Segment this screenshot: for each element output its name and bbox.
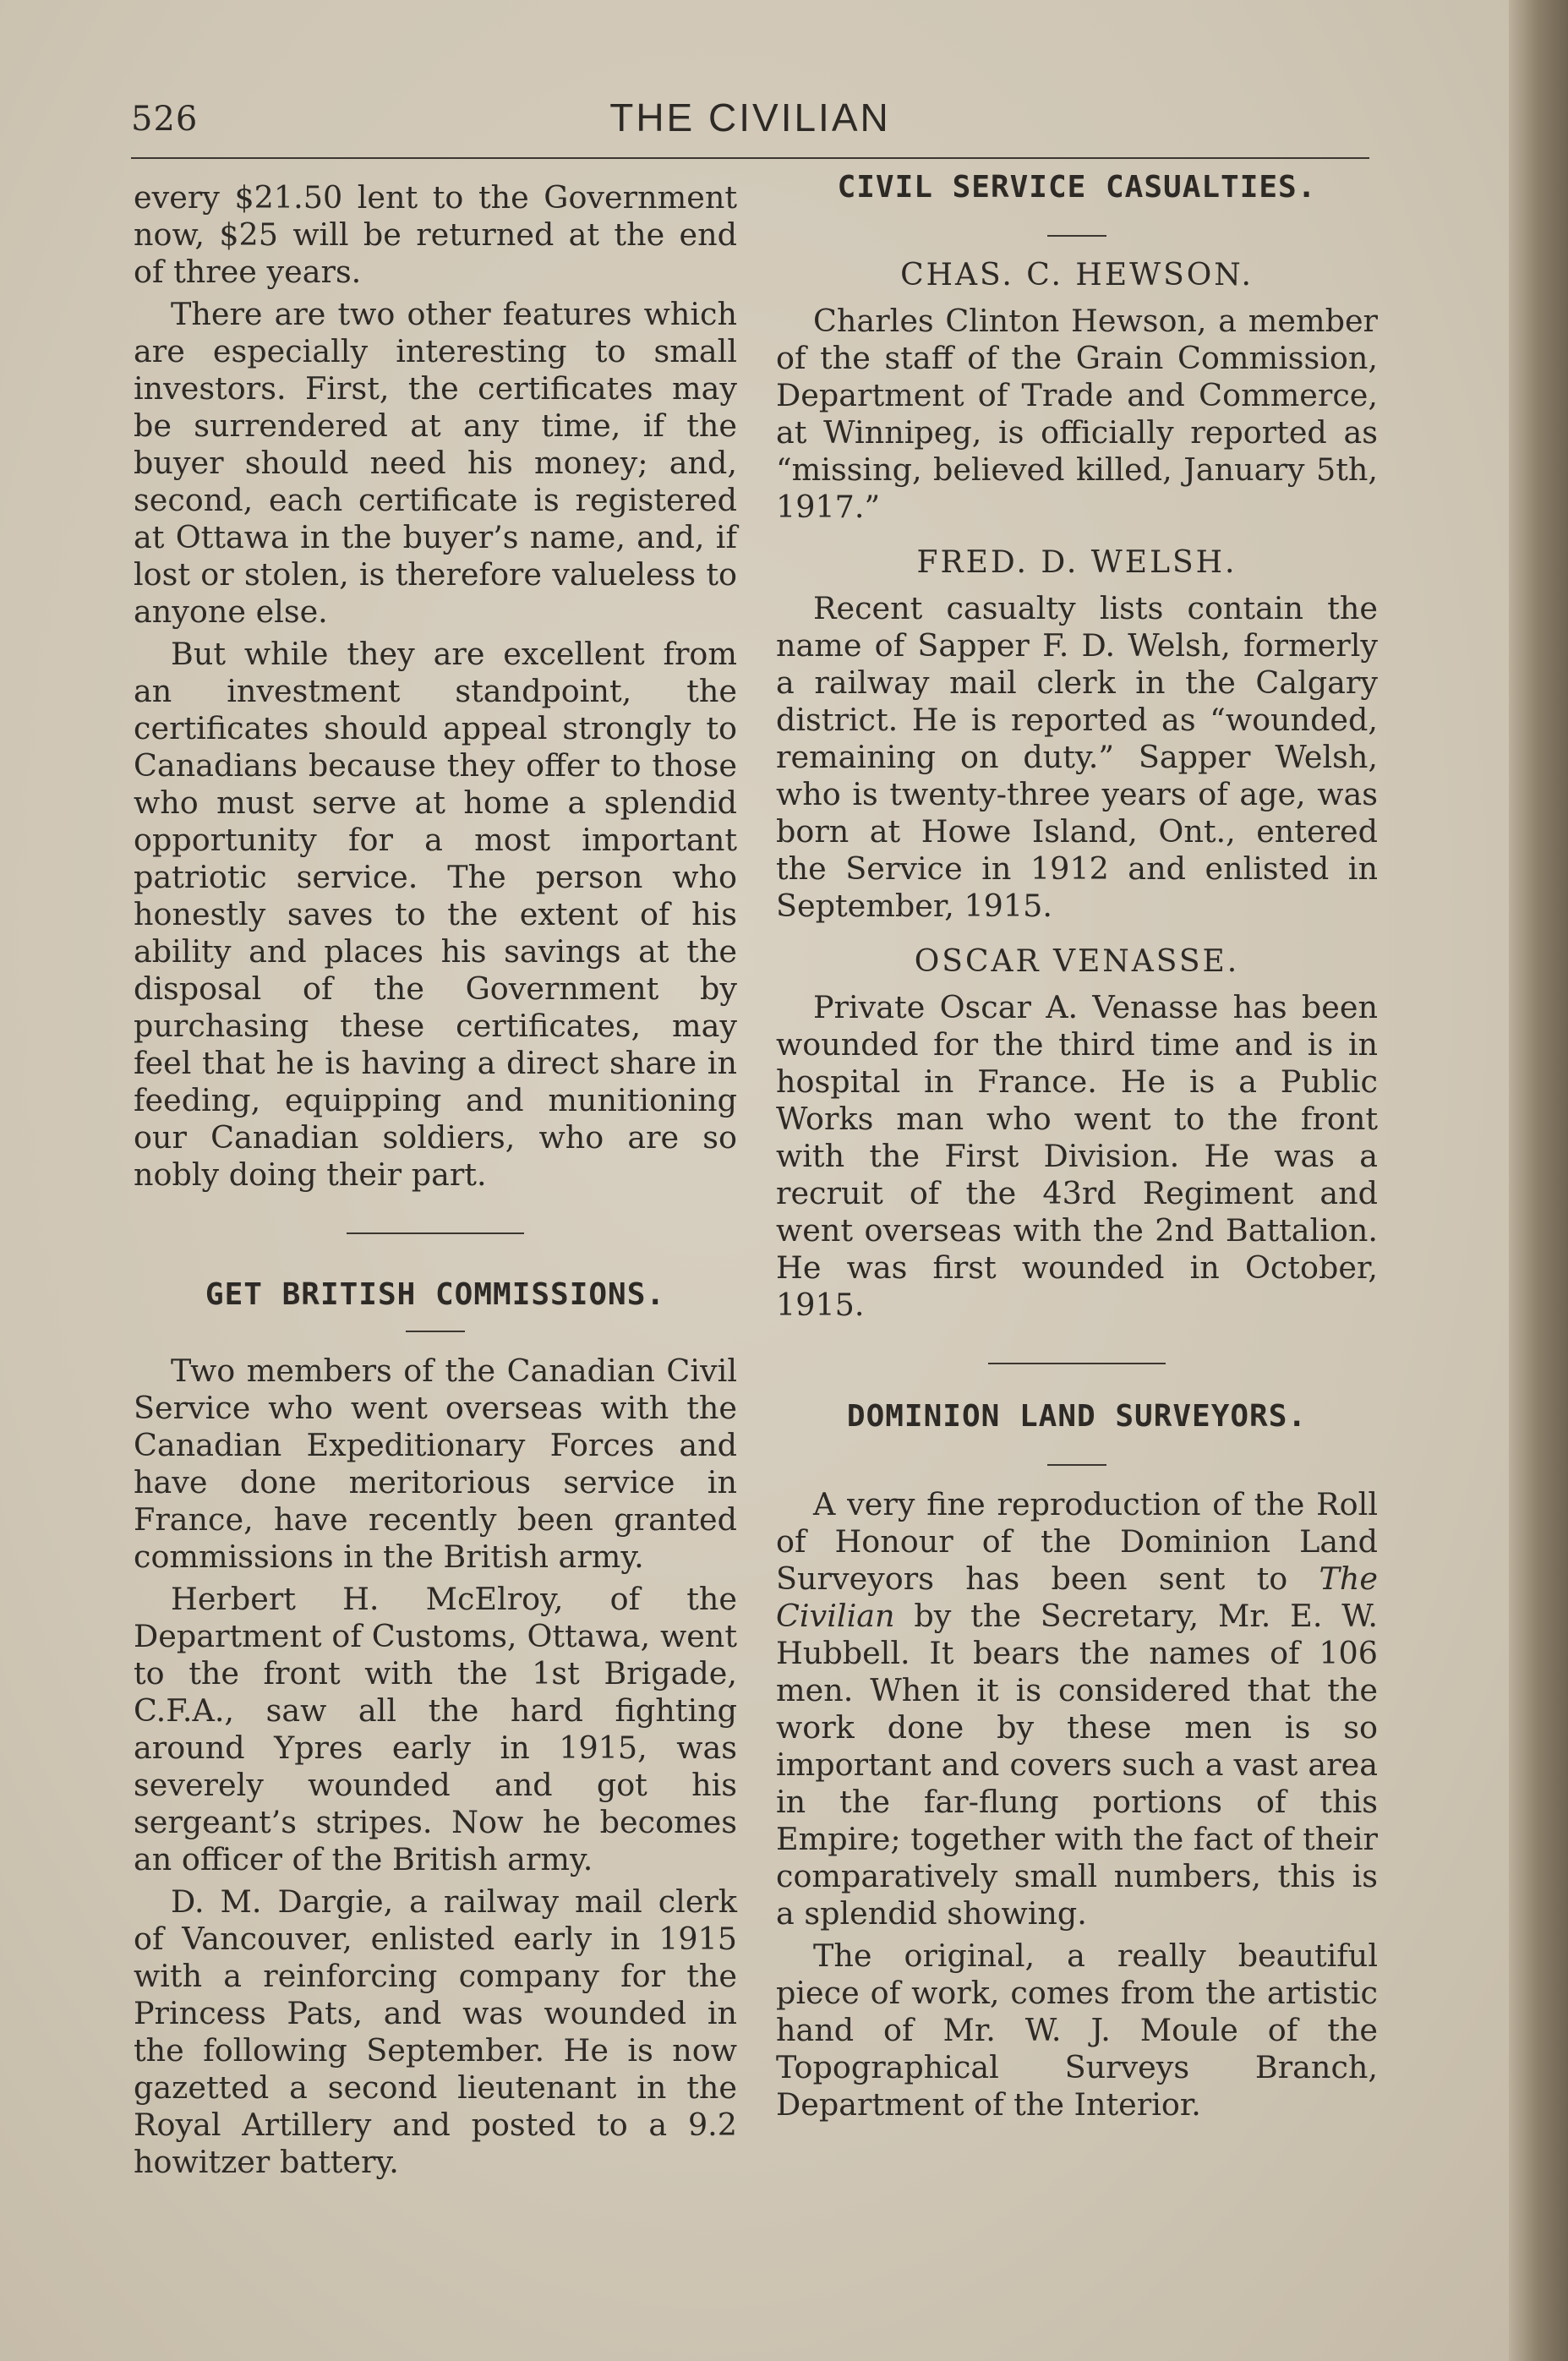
surveyors-headline: DOMINION LAND SURVEYORS.	[846, 1399, 1308, 1434]
paragraph: every $21.50 lent to the Government now, $25 will be returned at the end of three years.	[134, 179, 737, 290]
casualty-name: FRED. D. WELSH.	[916, 545, 1237, 580]
paragraph: Charles Clinton Hewson, a member of the staff of the Grain Commission, Department of Trade and Commerce, at Winnipeg, is officially reported as “missing, believed killed, January 5th, 1917.”	[776, 303, 1378, 525]
casualties-headline: CIVIL SERVICE CASUALTIES.	[837, 170, 1317, 205]
paragraph: Herbert H. McElroy, of the Department of Customs, Ottawa, went to the front with the 1st Brigade, C.F.A., saw all the hard fighting around Ypres early in 1915, was severely wounded and got his sergeant’s stripes. Now he becomes an officer of the British army.	[134, 1581, 737, 1877]
paragraph: D. M. Dargie, a railway mail clerk of Vancouver, enlisted early in 1915 with a reinforcing company for the Princess Pats, and was wounded in the following September. He is now gazetted a second lieutenant in the Royal Artillery and posted to a 9.2 howitzer battery.	[134, 1883, 737, 2180]
header-rule	[131, 157, 1369, 159]
page-number: 526	[131, 100, 199, 139]
text-run: by the Secretary, Mr. E. W. Hubbell. It bears the names of 106 men. When it is considered that the work done by these men is so important and covers such a vast area in the far-flung portions of this Empire; together with the fact of their comparatively small numbers, this is a splendid showing.	[776, 1598, 1378, 1932]
paragraph: Private Oscar A. Venasse has been wounded for the third time and is in hospital in France. He is a Public Works man who went to the front with the First Division. He was a recruit of the 43rd Regiment and went overseas with the 2nd Battalion. He was first wounded in October, 1915.	[776, 989, 1378, 1323]
journal-title: THE CIVILIAN	[609, 96, 891, 139]
page-header	[131, 95, 1369, 145]
paragraph	[776, 1486, 1378, 1932]
commissions-headline: GET BRITISH COMMISSIONS.	[205, 1277, 666, 1312]
casualty-name: CHAS. C. HEWSON.	[900, 258, 1254, 292]
left-column	[134, 179, 737, 2186]
casualty-name: OSCAR VENASSE.	[914, 944, 1240, 979]
paragraph: But while they are excellent from an investment standpoint, the certificates should appeal strongly to Canadians because they offer to those who must serve at home a splendid opportunity for a most important patriotic service. The person who honestly saves to the extent of his ability and places his savings at the disposal of the Government by purchasing these certificates, may feel that he is having a direct share in feeding, equipping and munitioning our Canadian soldiers, who are so nobly doing their part.	[134, 636, 737, 1193]
right-column	[776, 169, 1378, 2129]
paragraph: The original, a really beautiful piece of work, comes from the artistic hand of Mr. W. J. Moule of the Topographical Surveys Branch, Department of the Interior.	[776, 1937, 1378, 2123]
paragraph: Recent casualty lists contain the name of Sapper F. D. Welsh, formerly a railway mail clerk in the Calgary district. He is reported as “wounded, remaining on duty.” Sapper Welsh, who is twenty-three years of age, was born at Howe Island, Ont., entered the Service in 1912 and enlisted in September, 1915.	[776, 590, 1378, 924]
publication-title: The Civilian	[776, 1560, 1378, 1634]
paragraph: There are two other features which are especially interesting to small investors. First, the certificates may be surrendered at any time, if the buyer should need his money; and, second, each certificate is registered at Ottawa in the buyer’s name, and, if lost or stolen, is therefore valueless to anyone else.	[134, 296, 737, 630]
text-run: A very fine reproduction of the Roll of Honour of the Dominion Land Surveyors has been sent to	[776, 1486, 1378, 1597]
book-binding-edge	[1509, 0, 1568, 2361]
paragraph: Two members of the Canadian Civil Service who went overseas with the Canadian Expeditionary Forces and have done meritorious service in France, have recently been granted commissions in the British army.	[134, 1353, 737, 1575]
